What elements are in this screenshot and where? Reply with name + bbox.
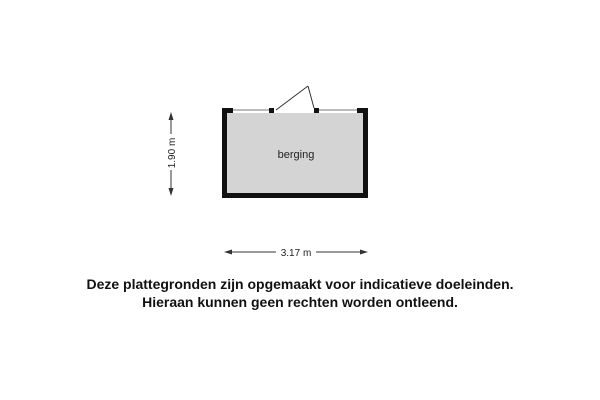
height-arrow-bottom	[169, 188, 174, 196]
disclaimer-line-2: Hieraan kunnen geen rechten worden ontleend.	[142, 294, 458, 310]
room-label: berging	[277, 149, 315, 161]
disclaimer-line-1: Deze plattegronden zijn opgemaakt voor indicatieve doeleinden.	[86, 276, 514, 292]
door-leaf	[276, 86, 308, 110]
width-arrow-left	[224, 250, 232, 255]
height-arrow-top	[169, 112, 174, 120]
door-opening	[274, 107, 314, 113]
door-leaf-end	[308, 86, 314, 108]
width-dimension-label: 3.17 m	[280, 248, 312, 259]
height-dimension-label: 1.90 m	[167, 137, 178, 169]
width-arrow-right	[360, 250, 368, 255]
